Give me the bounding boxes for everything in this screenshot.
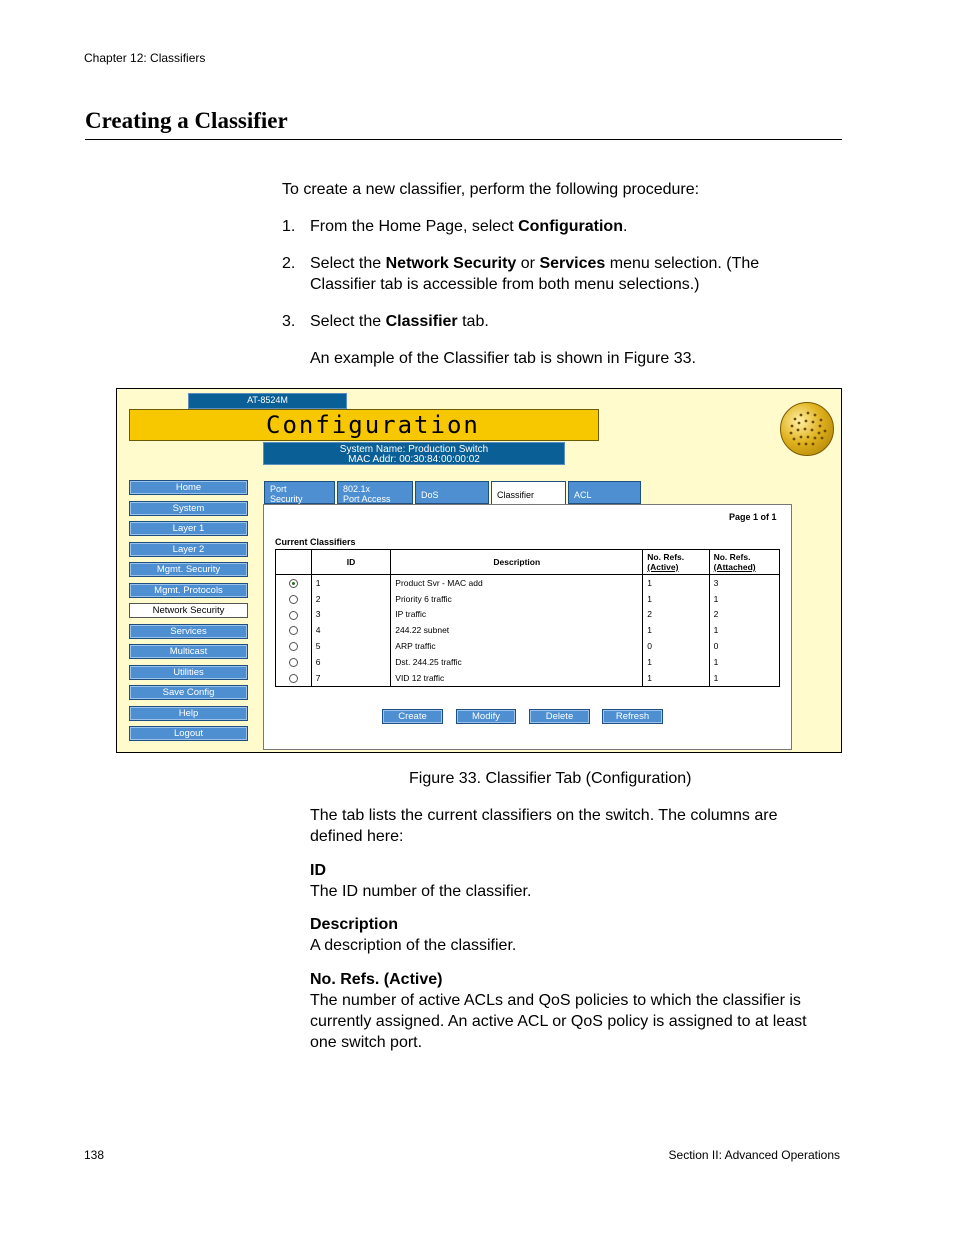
definition-term: Description bbox=[310, 916, 399, 933]
row-id: 5 bbox=[315, 641, 321, 652]
table-row bbox=[276, 638, 780, 654]
definition-description bbox=[310, 914, 516, 956]
row-active-refs: 1 bbox=[643, 575, 709, 591]
nav-layer2-button[interactable]: Layer 2 bbox=[129, 542, 248, 557]
definition-term: No. Refs. (Active) bbox=[310, 971, 443, 988]
row-active-refs: 1 bbox=[643, 622, 709, 638]
row-active-refs: 1 bbox=[643, 591, 709, 607]
row-select-radio[interactable] bbox=[289, 579, 298, 588]
row-active-refs: 0 bbox=[643, 638, 709, 654]
definition-text: The ID number of the classifier. bbox=[310, 883, 532, 900]
row-attached-refs: 1 bbox=[709, 622, 779, 638]
classifier-panel bbox=[263, 504, 792, 750]
row-active-refs: 2 bbox=[643, 607, 709, 623]
model-label: AT-8524M bbox=[188, 393, 347, 409]
body-paragraph-line-1: The tab lists the current classifiers on the switch. The columns are bbox=[310, 807, 778, 824]
definition-text: A description of the classifier. bbox=[310, 937, 517, 954]
definition-term: ID bbox=[310, 862, 326, 879]
definition-id bbox=[310, 860, 531, 902]
nav-save-config-button[interactable]: Save Config bbox=[129, 685, 248, 700]
configuration-title: Configuration bbox=[266, 411, 480, 439]
active-refs-header-line-1: No. Refs. bbox=[647, 552, 685, 562]
attached-refs-header-line-2: (Attached) bbox=[713, 562, 756, 572]
row-select-radio[interactable] bbox=[289, 658, 298, 667]
nav-logout-button[interactable]: Logout bbox=[129, 726, 248, 741]
row-select-radio[interactable] bbox=[289, 674, 298, 683]
step-3-number: 3. bbox=[282, 313, 296, 330]
table-row bbox=[276, 670, 780, 686]
row-select-radio[interactable] bbox=[289, 595, 298, 604]
row-select-radio[interactable] bbox=[289, 626, 298, 635]
definition-text-line-3: one switch port. bbox=[310, 1034, 423, 1051]
row-id: 6 bbox=[315, 656, 321, 667]
row-attached-refs: 0 bbox=[709, 638, 779, 654]
row-attached-refs: 1 bbox=[709, 654, 779, 670]
tab-port-security-label-1: Port bbox=[270, 484, 287, 494]
configuration-banner bbox=[129, 409, 599, 441]
row-description: VID 12 traffic bbox=[391, 670, 643, 686]
tab-8021x-label-2: Port Access bbox=[343, 494, 391, 504]
row-attached-refs: 2 bbox=[709, 607, 779, 623]
example-note: An example of the Classifier tab is shown in Figure 33. bbox=[310, 350, 696, 367]
row-description: IP traffic bbox=[391, 607, 643, 623]
row-id: 3 bbox=[315, 609, 321, 620]
step-1-number: 1. bbox=[282, 218, 296, 235]
row-attached-refs: 1 bbox=[709, 670, 779, 686]
table-row bbox=[276, 607, 780, 623]
body-paragraph-line-2: defined here: bbox=[310, 828, 404, 845]
table-row bbox=[276, 654, 780, 670]
row-description: Priority 6 traffic bbox=[391, 591, 643, 607]
definition-text-line-1: The number of active ACLs and QoS policies to which the classifier is bbox=[310, 992, 801, 1009]
row-select-radio[interactable] bbox=[289, 642, 298, 651]
step-2-number: 2. bbox=[282, 255, 296, 272]
tab-8021x-port-access[interactable] bbox=[337, 481, 413, 504]
figure-caption: Figure 33. Classifier Tab (Configuration) bbox=[409, 770, 692, 787]
row-description: Dst. 244.25 traffic bbox=[391, 654, 643, 670]
tab-8021x-label-1: 802.1x bbox=[343, 484, 371, 494]
row-description: 244.22 subnet bbox=[391, 622, 643, 638]
body-paragraph bbox=[310, 805, 777, 847]
tab-dos-label: DoS bbox=[421, 490, 439, 500]
delete-button[interactable]: Delete bbox=[529, 709, 590, 724]
row-id: 7 bbox=[311, 670, 391, 686]
row-id: 2 bbox=[315, 593, 321, 604]
row-select-radio[interactable] bbox=[289, 611, 298, 620]
nav-help-button[interactable]: Help bbox=[129, 706, 248, 721]
figure-screenshot bbox=[116, 388, 842, 753]
nav-network-security-button[interactable]: Network Security bbox=[129, 603, 248, 618]
nav-mgmt-protocols-button[interactable]: Mgmt. Protocols bbox=[129, 583, 248, 598]
create-button[interactable]: Create bbox=[382, 709, 443, 724]
classifier-table bbox=[275, 549, 780, 687]
nav-utilities-button[interactable]: Utilities bbox=[129, 665, 248, 680]
tab-port-security-label-2: Security bbox=[270, 494, 303, 504]
nav-services-button[interactable]: Services bbox=[129, 624, 248, 639]
row-id: 1 bbox=[315, 577, 321, 588]
footer-section: Section II: Advanced Operations bbox=[668, 1148, 840, 1162]
active-refs-header-line-2: (Active) bbox=[647, 562, 679, 572]
row-active-refs: 1 bbox=[643, 670, 709, 686]
tab-acl-label: ACL bbox=[574, 490, 592, 500]
table-row bbox=[276, 575, 780, 591]
row-description: Product Svr - MAC add bbox=[391, 575, 643, 591]
row-attached-refs: 3 bbox=[709, 575, 779, 591]
attached-refs-column-header bbox=[709, 550, 779, 575]
tab-classifier[interactable] bbox=[491, 481, 566, 505]
row-description: ARP traffic bbox=[391, 638, 643, 654]
system-info-bar bbox=[263, 442, 565, 465]
page-number: 138 bbox=[84, 1148, 105, 1162]
row-attached-refs: 1 bbox=[709, 591, 779, 607]
row-active-refs: 1 bbox=[643, 654, 709, 670]
nav-home-button[interactable]: Home bbox=[129, 480, 248, 495]
title-rule bbox=[85, 139, 842, 140]
definition-text-line-2: currently assigned. An active ACL or QoS policy is assigned to at least bbox=[310, 1013, 807, 1030]
step-1-text: From the Home Page, select Configuration. bbox=[310, 218, 628, 235]
modify-button[interactable]: Modify bbox=[456, 709, 516, 724]
id-column-header: ID bbox=[311, 550, 391, 575]
nav-layer1-button[interactable]: Layer 1 bbox=[129, 521, 248, 536]
active-refs-column-header bbox=[643, 550, 709, 575]
chapter-header: Chapter 12: Classifiers bbox=[84, 51, 206, 65]
mac-address: MAC Addr: 00:30:84:00:00:02 bbox=[348, 454, 480, 465]
attached-refs-header-line-1: No. Refs. bbox=[713, 552, 751, 562]
tab-acl[interactable] bbox=[568, 481, 641, 504]
refresh-button[interactable]: Refresh bbox=[602, 709, 663, 724]
row-id: 4 bbox=[315, 625, 321, 636]
page-indicator: Page 1 of 1 bbox=[729, 512, 777, 522]
definition-no-refs-active bbox=[310, 969, 850, 1053]
tab-port-security[interactable] bbox=[264, 481, 335, 504]
nav-mgmt-security-button[interactable]: Mgmt. Security bbox=[129, 562, 248, 577]
table-row bbox=[276, 622, 780, 638]
nav-multicast-button[interactable]: Multicast bbox=[129, 644, 248, 659]
nav-system-button[interactable]: System bbox=[129, 501, 248, 516]
globe-logo-icon bbox=[780, 402, 834, 456]
step-3-text: Select the Classifier tab. bbox=[310, 313, 489, 330]
intro-text: To create a new classifier, perform the following procedure: bbox=[282, 181, 700, 198]
description-column-header: Description bbox=[391, 550, 643, 575]
select-column-header bbox=[276, 550, 312, 575]
section-title: Creating a Classifier bbox=[85, 108, 288, 133]
tab-classifier-label: Classifier bbox=[497, 490, 535, 500]
step-2-text: Select the Network Security or Services menu selection. (The Classifier tab is accessible from both menu selections.) bbox=[310, 255, 760, 293]
tab-dos[interactable] bbox=[415, 481, 489, 504]
table-title: Current Classifiers bbox=[275, 537, 356, 547]
system-name: System Name: Production Switch bbox=[339, 444, 489, 455]
table-row bbox=[276, 591, 780, 607]
